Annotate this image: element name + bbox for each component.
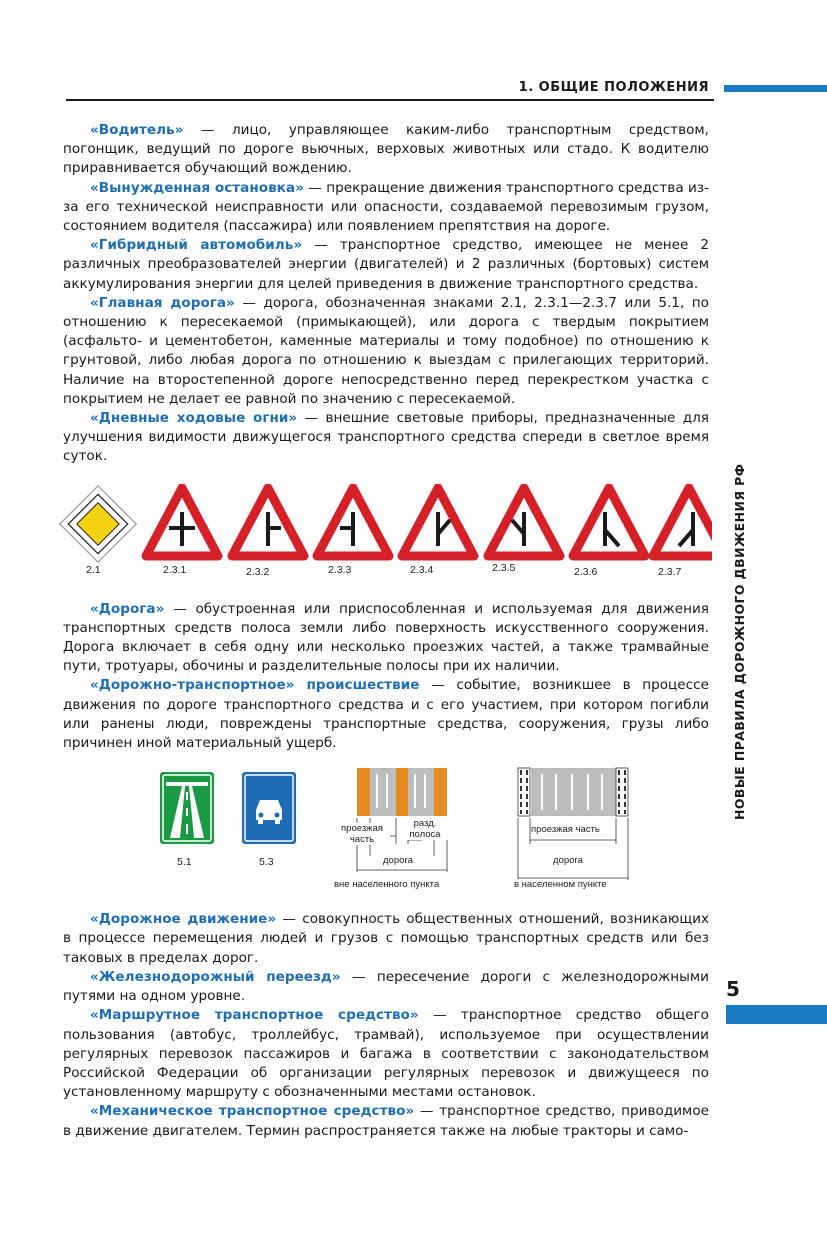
definition-text: — обустроенная или приспособленная и используемая для движения транспортных средств полоса земли либо поверхность искусственного сооружения. Дорога включает в себя одну или несколько проезжих частей, а также трамвайные пути, тротуары, обочины и разделительные полосы при их наличии. — [63, 600, 709, 675]
definition-term: «Дорога» — [90, 600, 165, 617]
sign-label-2-3-3: 2.3.3 — [328, 564, 352, 576]
rural-divider-label: разд. полоса — [402, 818, 448, 840]
definition-term: «Водитель» — [90, 122, 184, 138]
sign-label-2-3-6: 2.3.6 — [574, 566, 598, 578]
priority-signs-figure — [52, 484, 712, 576]
header-accent-bar — [724, 85, 827, 92]
definition-term: «Железнодорожный переезд» — [90, 968, 341, 985]
definitions-block-3 — [63, 910, 709, 1140]
definition-term: «Вынужденная остановка» — [90, 179, 304, 196]
definition-text: — пересечение дороги с железнодорожными путями на одном уровне. — [63, 968, 710, 1005]
sign-label-2-3-4: 2.3.4 — [410, 564, 434, 576]
definition-term: «Главная дорога» — [90, 294, 235, 311]
definition-paragraph — [63, 600, 709, 677]
definition-text: — прекращение движения транспортного средства из-за его технической неисправности или опасности, создаваемой перевозимым грузом, состоянием водителя (пассажира) или появлением препятствия на дороге. — [63, 179, 709, 235]
book-side-title: НОВЫЕ ПРАВИЛА ДОРОЖНОГО ДВИЖЕНИЯ РФ — [732, 463, 747, 820]
road-figure — [140, 760, 660, 900]
sign-2-3-1 — [146, 488, 218, 556]
definition-term: «Механическое транспортное средство» — [90, 1103, 415, 1120]
page-number: 5 — [726, 977, 740, 1001]
definition-text: — дорога, обозначенная знаками 2.1, 2.3.1—2.3.7 или 5.1, по отношению к пересекаемой (примыкающей), или дорога с твердым покрытием (асфальто- и цементобетон, каменные материалы и тому подобное) по отношению к грунтовой, либо любая дорога по отношению к выездам с прилегающих территорий. Наличие на второстепенной дороге непосредственно перед перекрестком участка с покрытием не делает ее равной по значению с пересекаемой. — [63, 294, 709, 407]
sign-2-3-2 — [232, 488, 304, 556]
body-text — [63, 121, 709, 1141]
definition-text: — совокупность общественных отношений, возникающих в процессе перемещения людей и грузов с помощью транспортных средств или без таковых в пределах дорог. — [63, 911, 710, 966]
definition-text: — лицо, управляющее каким-либо транспортным средством, погонщик, ведущий по дороге вьючных, верховых животных или стадо. К водителю приравнивается обучающий вождению. — [63, 122, 709, 177]
sign-label-2-3-5: 2.3.5 — [492, 562, 516, 574]
sign-2-3-4 — [402, 488, 474, 556]
definition-paragraph — [63, 676, 709, 753]
urban-caption: в населенном пункте — [514, 879, 607, 890]
definition-paragraph — [63, 121, 709, 179]
definition-text: — транспортное средство, имеющее не менее 2 различных преобразователей энергии (двигателей) и 2 различных (бортовых) систем аккумулирования энергии для целей приведения в движение транспортного средства. — [63, 237, 709, 292]
definition-term: «Гибридный автомобиль» — [90, 237, 303, 254]
sign-2-3-7 — [653, 488, 712, 556]
definition-paragraph — [63, 968, 709, 1006]
definition-text: — событие, возникшее в процессе движения по дороге транспортного средства и с его участием, при котором погибли или ранены люди, повреждены транспортные средства, сооружения, грузы либо причинен иной материальный ущерб. — [63, 677, 709, 752]
urban-road-label: дорога — [553, 855, 583, 866]
sign-label-5-3: 5.3 — [259, 856, 274, 868]
definition-term: «Маршрутное транспортное средство» — [90, 1007, 419, 1024]
definition-text: — транспортное средство, приводимое в движение двигателем. Термин распространяется также на любые тракторы и само- — [63, 1103, 709, 1139]
definition-paragraph — [63, 1102, 709, 1140]
chapter-title: 1. ОБЩИЕ ПОЛОЖЕНИЯ — [518, 80, 709, 95]
sign-5-3 — [242, 772, 296, 844]
sign-label-2-3-2: 2.3.2 — [246, 566, 270, 578]
running-header — [66, 78, 827, 102]
page-accent-bar — [726, 1005, 827, 1024]
rural-caption: вне населенного пункта — [334, 879, 440, 890]
definition-paragraph — [63, 179, 709, 237]
sign-2-3-6 — [573, 488, 645, 556]
rural-road-label: дорога — [383, 855, 413, 866]
sign-label-2-1: 2.1 — [86, 564, 101, 576]
rural-carriageway-label: проезжая часть — [334, 823, 390, 845]
definition-paragraph — [63, 236, 709, 294]
definition-term: «Дневные ходовые огни» — [90, 410, 298, 427]
definition-term: «Дорожное движение» — [90, 911, 277, 928]
definition-paragraph — [63, 910, 709, 968]
definitions-block-2 — [63, 600, 709, 754]
priority-signs — [52, 484, 712, 564]
sign-2-3-3 — [317, 488, 389, 556]
sign-2-1 — [60, 486, 136, 562]
sign-label-5-1: 5.1 — [177, 856, 192, 868]
definition-paragraph — [63, 1006, 709, 1102]
definitions-block-1 — [63, 121, 709, 467]
header-rule — [66, 99, 714, 101]
sign-5-1 — [160, 772, 214, 844]
definition-text: — транспортное средство общего пользования (автобус, троллейбус, трамвай), используемое при осуществлении регулярных перевозок пассажиров и багажа в соответствии с законодательством Российской Федерации об организации регулярных перевозок и движущееся по установленному маршруту с обозначенными местами остановок. — [63, 1007, 709, 1101]
definition-text: — внешние световые приборы, предназначенные для улучшения видимости движущегося транспортного средства спереди в светлое время суток. — [63, 410, 709, 465]
sign-label-2-3-7: 2.3.7 — [658, 566, 682, 578]
sign-label-2-3-1: 2.3.1 — [163, 564, 187, 576]
sign-2-3-5 — [488, 488, 560, 556]
urban-carriageway-label: проезжая часть — [531, 824, 600, 835]
definition-paragraph — [63, 294, 709, 409]
definition-paragraph — [63, 409, 709, 467]
definition-term: «Дорожно-транспортное» происшествие — [90, 677, 420, 694]
